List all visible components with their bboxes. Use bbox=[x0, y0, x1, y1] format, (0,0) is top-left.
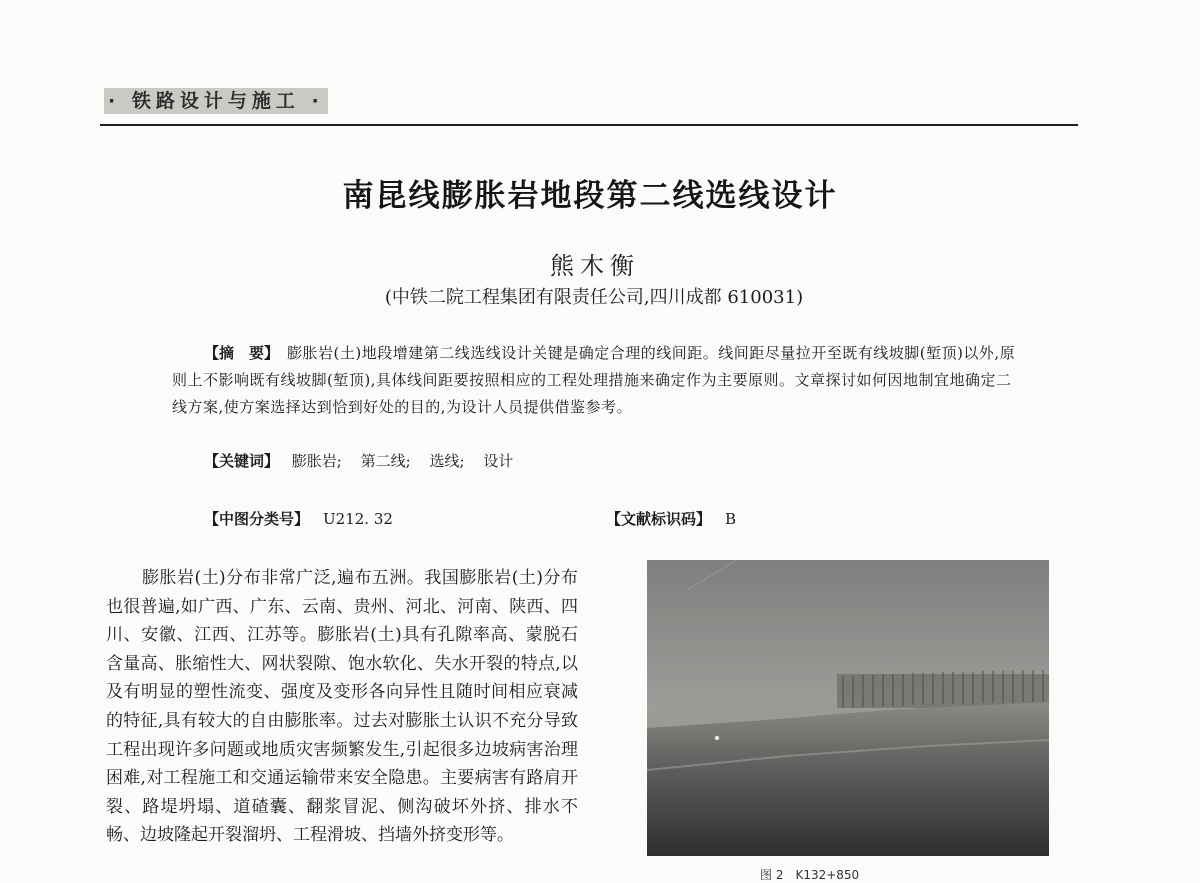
photo-embankment bbox=[647, 702, 1049, 856]
section-header-dot-right: · bbox=[311, 90, 324, 112]
figure-photo bbox=[647, 560, 1049, 856]
author-affiliation: (中铁二院工程集团有限责任公司,四川成都 610031) bbox=[384, 287, 804, 308]
keywords bbox=[204, 450, 527, 471]
body-paragraph: 膨胀岩(土)分布非常广泛,遍布五洲。我国膨胀岩(土)分布也很普遍,如广西、广东、云南、贵州、河北、河南、陕西、四川、安徽、江西、江苏等。膨胀岩(土)具有孔隙率高、蒙脱石含量高、胀缩性大、网状裂隙、饱水软化、失水开裂的特点,以及有明显的塑性流变、强度及变形各向异性且随时间相应衰减的特征,具有较大的自由膨胀率。过去对膨胀土认识不充分导致工程出现许多问题或地质灾害频繁发生,引起很多边坡病害治理困难,对工程施工和交通运输带来安全隐患。主要病害有路肩开裂、路堤坍塌、道碴囊、翻浆冒泥、侧沟破坏外挤、排水不畅、边坡隆起开裂溜坍、工程滑坡、挡墙外挤变形等。 bbox=[106, 568, 578, 846]
document-code-label: 【文献标识码】 bbox=[606, 510, 712, 528]
section-header bbox=[104, 86, 328, 113]
classification-number bbox=[204, 508, 393, 529]
keyword-item: 膨胀岩; bbox=[291, 452, 342, 470]
photo-figure bbox=[715, 736, 719, 740]
abstract bbox=[172, 340, 1020, 421]
section-header-text: 铁路设计与施工 bbox=[131, 90, 300, 112]
keyword-item: 设计 bbox=[483, 452, 514, 470]
classification-label: 【中图分类号】 bbox=[204, 510, 310, 528]
document-code bbox=[606, 508, 736, 529]
keyword-item: 第二线; bbox=[360, 452, 411, 470]
abstract-text: 膨胀岩(土)地段增建第二线选线设计关键是确定合理的线间距。线间距尽量拉开至既有线坡脚(堑顶)以外,原则上不影响既有线坡脚(堑顶),具体线间距要按照相应的工程处理措施来确定作为主要原则。文章探讨如何因地制宜地确定二线方案,使方案选择达到恰到好处的目的,为设计人员提供借鉴参考。 bbox=[172, 344, 1016, 416]
document-code-value: B bbox=[725, 510, 737, 528]
figure-caption: 图 2 K132+850 bbox=[760, 868, 860, 882]
header-rule bbox=[100, 124, 1078, 126]
author-name: 熊木衡 bbox=[550, 252, 640, 280]
classification-value: U212. 32 bbox=[323, 510, 393, 528]
keyword-item: 选线; bbox=[429, 452, 465, 470]
keywords-label: 【关键词】 bbox=[204, 452, 280, 470]
photo-wall-posts bbox=[843, 670, 1043, 708]
abstract-label: 【摘 要】 bbox=[204, 344, 280, 362]
section-header-dot-left: · bbox=[108, 90, 121, 112]
article-title: 南昆线膨胀岩地段第二线选线设计 bbox=[342, 178, 838, 214]
